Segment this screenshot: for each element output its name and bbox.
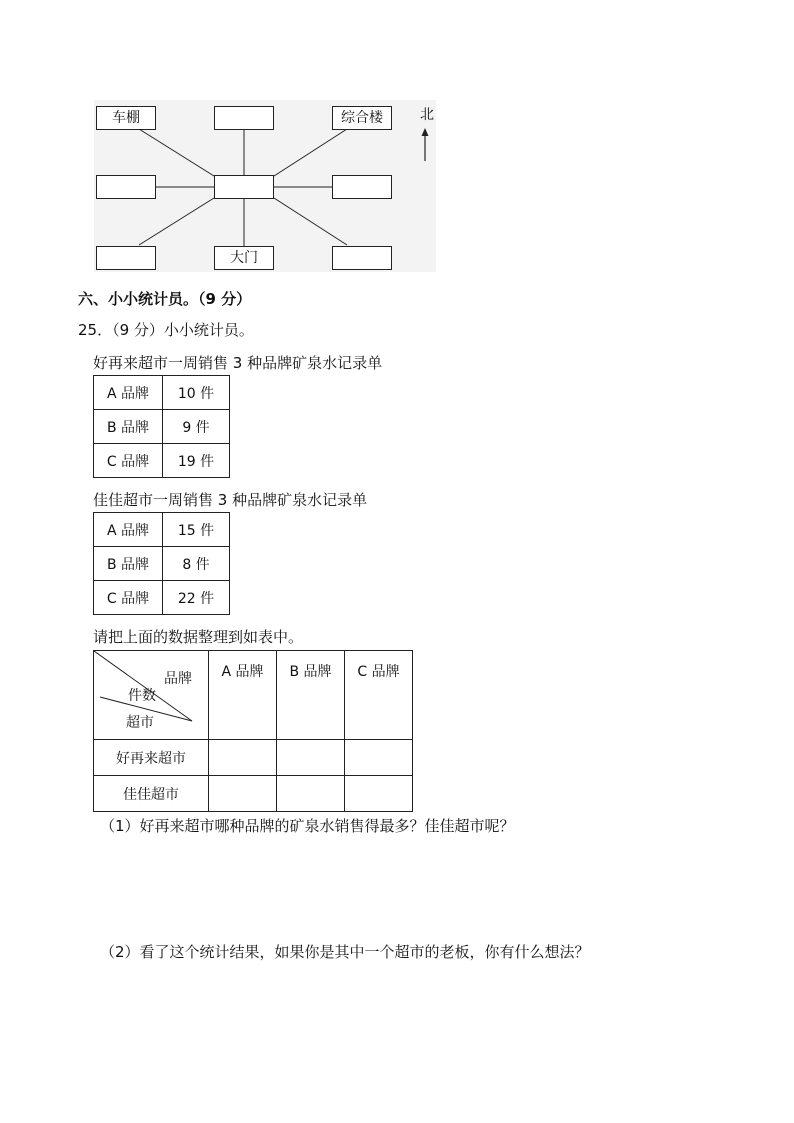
- table1-caption: 好再来超市一周销售 3 种品牌矿泉水记录单: [93, 354, 383, 372]
- header-brand-c: C 品牌: [345, 651, 413, 740]
- answer-cell[interactable]: [209, 776, 277, 812]
- corner-label-brand: 品牌: [164, 671, 192, 687]
- table-header-row: [94, 651, 413, 740]
- map-box-w: [96, 175, 156, 199]
- answer-cell[interactable]: [345, 740, 413, 776]
- brand-cell: B 品牌: [94, 410, 163, 444]
- map-box-center: [214, 175, 274, 199]
- brand-cell: C 品牌: [94, 444, 163, 478]
- question-title: 25．（9 分）小小统计员。: [78, 321, 254, 339]
- count-cell: 9 件: [163, 410, 230, 444]
- section-title: 六、小小统计员。（9 分）: [78, 290, 252, 308]
- header-brand-a: A 品牌: [209, 651, 277, 740]
- brand-cell: C 品牌: [94, 581, 163, 615]
- north-label: 北: [420, 107, 434, 123]
- table-row: [94, 376, 230, 410]
- table-row: [94, 547, 230, 581]
- map-box-se: [332, 246, 392, 270]
- sub-question-1: （1）好再来超市哪种品牌的矿泉水销售得最多？佳佳超市呢？: [100, 817, 515, 835]
- corner-label-count: 件数: [128, 688, 156, 704]
- table-row: [94, 776, 413, 812]
- campus-map-diagram: [94, 100, 436, 272]
- answer-cell[interactable]: [345, 776, 413, 812]
- north-arrow-icon: [419, 128, 431, 162]
- count-cell: 8 件: [163, 547, 230, 581]
- sub-question-2: （2）看了这个统计结果，如果你是其中一个超市的老板，你有什么想法？: [100, 943, 590, 961]
- summary-caption: 请把上面的数据整理到如表中。: [93, 628, 304, 646]
- count-cell: 10 件: [163, 376, 230, 410]
- count-cell: 15 件: [163, 513, 230, 547]
- table-row: [94, 581, 230, 615]
- header-brand-b: B 品牌: [277, 651, 345, 740]
- map-box-s: 大门: [214, 246, 274, 270]
- store-cell: 佳佳超市: [94, 776, 209, 812]
- map-box-sw: [96, 246, 156, 270]
- answer-cell[interactable]: [277, 776, 345, 812]
- summary-table: [93, 650, 413, 812]
- corner-header-cell: [94, 651, 209, 740]
- map-box-n: [214, 106, 274, 130]
- table-row: [94, 740, 413, 776]
- brand-cell: A 品牌: [94, 513, 163, 547]
- table-row: [94, 410, 230, 444]
- corner-label-store: 超市: [126, 715, 154, 731]
- table2-jiajia-record: [93, 512, 230, 615]
- answer-cell[interactable]: [277, 740, 345, 776]
- table-row: [94, 444, 230, 478]
- answer-cell[interactable]: [209, 740, 277, 776]
- count-cell: 19 件: [163, 444, 230, 478]
- table1-haozailai-record: [93, 375, 230, 478]
- store-cell: 好再来超市: [94, 740, 209, 776]
- table-row: [94, 513, 230, 547]
- brand-cell: B 品牌: [94, 547, 163, 581]
- brand-cell: A 品牌: [94, 376, 163, 410]
- table2-caption: 佳佳超市一周销售 3 种品牌矿泉水记录单: [93, 491, 368, 509]
- map-box-ne: 综合楼: [332, 106, 392, 130]
- map-box-nw: 车棚: [96, 106, 156, 130]
- map-box-e: [332, 175, 392, 199]
- count-cell: 22 件: [163, 581, 230, 615]
